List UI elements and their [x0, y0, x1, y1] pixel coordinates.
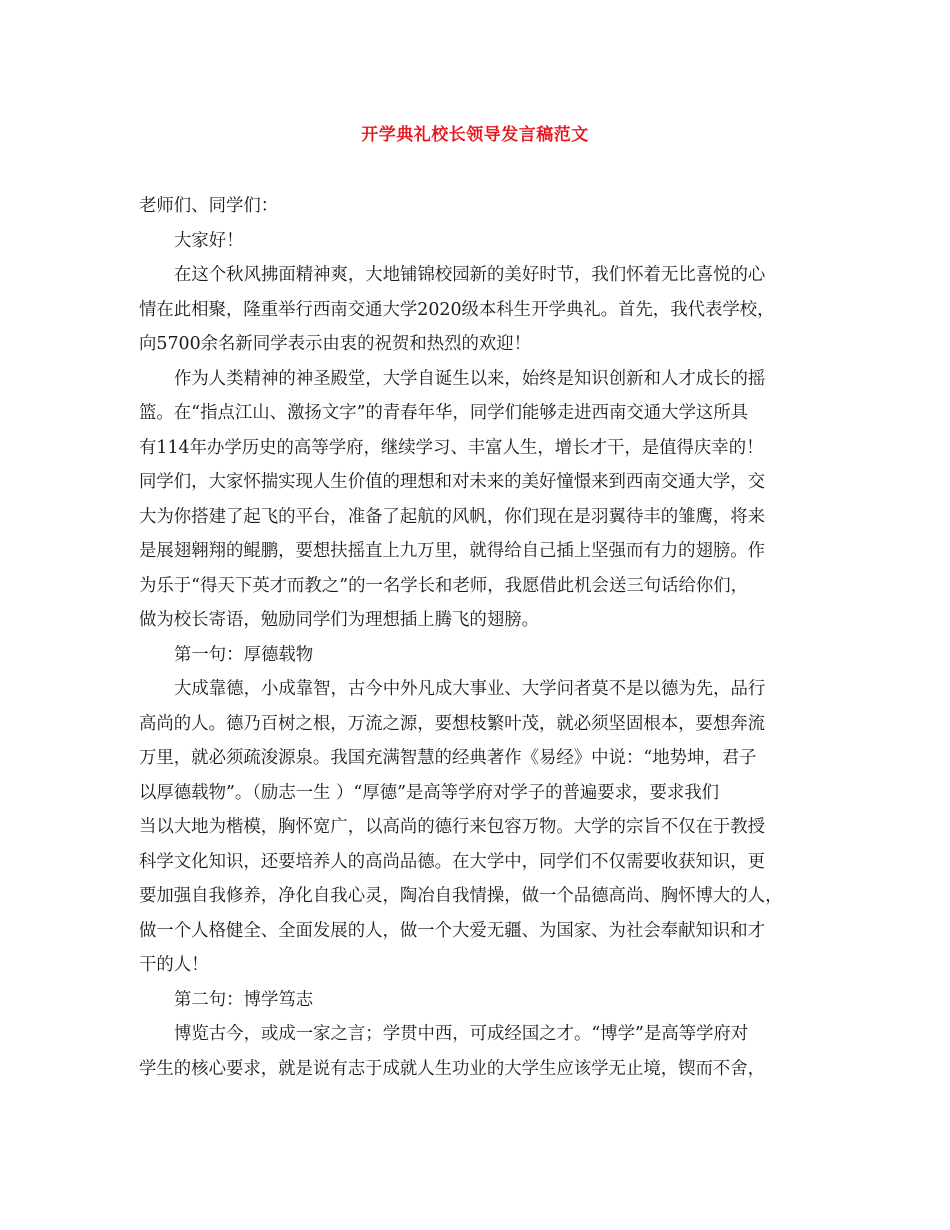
paragraph-line: 大成靠德，小成靠智，古今中外凡成大事业、大学问者莫不是以德为先，品行: [174, 679, 766, 699]
document-body: [139, 189, 829, 1086]
paragraph-line: 做为校长寄语，勉励同学们为理想插上腾飞的翅膀。: [139, 610, 539, 630]
paragraph-line: 以厚德载物”。（励志一生 ）“厚德”是高等学府对学子的普遍要求，要求我们: [139, 782, 720, 803]
paragraph-line: 是展翅翱翔的鲲鹏，要想扶摇直上九万里，就得给自己插上坚强而有力的翅膀。作: [139, 541, 766, 561]
paragraph-line: 大为你搭建了起飞的平台，准备了起航的风帆，你们现在是羽翼待丰的雏鹰，将来: [139, 506, 766, 527]
section-heading: 第二句：博学笃志: [174, 989, 314, 1010]
paragraph-line: 万里，就必须疏浚源泉。我国充满智慧的经典著作《易经》中说：“地势坤，君子: [139, 748, 757, 768]
paragraph-line: 学生的核心要求，就是说有志于成就人生功业的大学生应该学无止境，锲而不舍，: [139, 1058, 766, 1079]
greeting-line: 大家好！: [174, 230, 244, 251]
paragraph-line: 在这个秋风拂面精神爽，大地铺锦校园新的美好时节，我们怀着无比喜悦的心: [174, 265, 766, 285]
section-heading: 第一句：厚德载物: [174, 644, 314, 665]
paragraph-line: 篮。在“指点江山、激扬文字”的青春年华，同学们能够走进西南交通大学这所具: [139, 403, 749, 423]
paragraph-line: 为乐于“得天下英才而教之”的一名学长和老师，我愿借此机会送三句话给你们，: [139, 575, 749, 596]
paragraph-line: 有114年办学历史的高等学府，继续学习、丰富人生，增长才干，是值得庆幸的！: [139, 437, 764, 458]
document-title: 开学典礼校长领导发言稿范文: [361, 125, 589, 145]
paragraph-line: 当以大地为楷模，胸怀宽广，以高尚的德行来包容万物。大学的宗旨不仅在于教授: [139, 817, 766, 837]
paragraph-line: 情在此相聚，隆重举行西南交通大学2020级本科生开学典礼。首先，我代表学校，: [139, 299, 775, 320]
paragraph-line: 同学们，大家怀揣实现人生价值的理想和对未来的美好憧憬来到西南交通大学，交: [139, 472, 766, 492]
paragraph-line: 作为人类精神的神圣殿堂，大学自诞生以来，始终是知识创新和人才成长的摇: [174, 368, 766, 389]
paragraph-line: 高尚的人。德乃百树之根，万流之源，要想枝繁叶茂，就必须坚固根本，要想奔流: [139, 713, 766, 734]
paragraph-line: 做一个人格健全、全面发展的人，做一个大爱无疆、为国家、为社会奉献知识和才: [139, 920, 766, 941]
salutation-line: 老师们、同学们：: [139, 196, 279, 216]
paragraph-line: 科学文化知识，还要培养人的高尚品德。在大学中，同学们不仅需要收获知识，更: [139, 851, 766, 872]
paragraph-line: 博览古今，或成一家之言；学贯中西，可成经国之才。“博学”是高等学府对: [174, 1024, 749, 1044]
paragraph-line: 干的人！: [139, 955, 209, 975]
paragraph-line: 向5700余名新同学表示由衷的祝贺和热烈的欢迎！: [139, 334, 532, 354]
paragraph-line: 要加强自我修养，净化自我心灵，陶冶自我情操，做一个品德高尚、胸怀博大的人，: [139, 886, 783, 906]
